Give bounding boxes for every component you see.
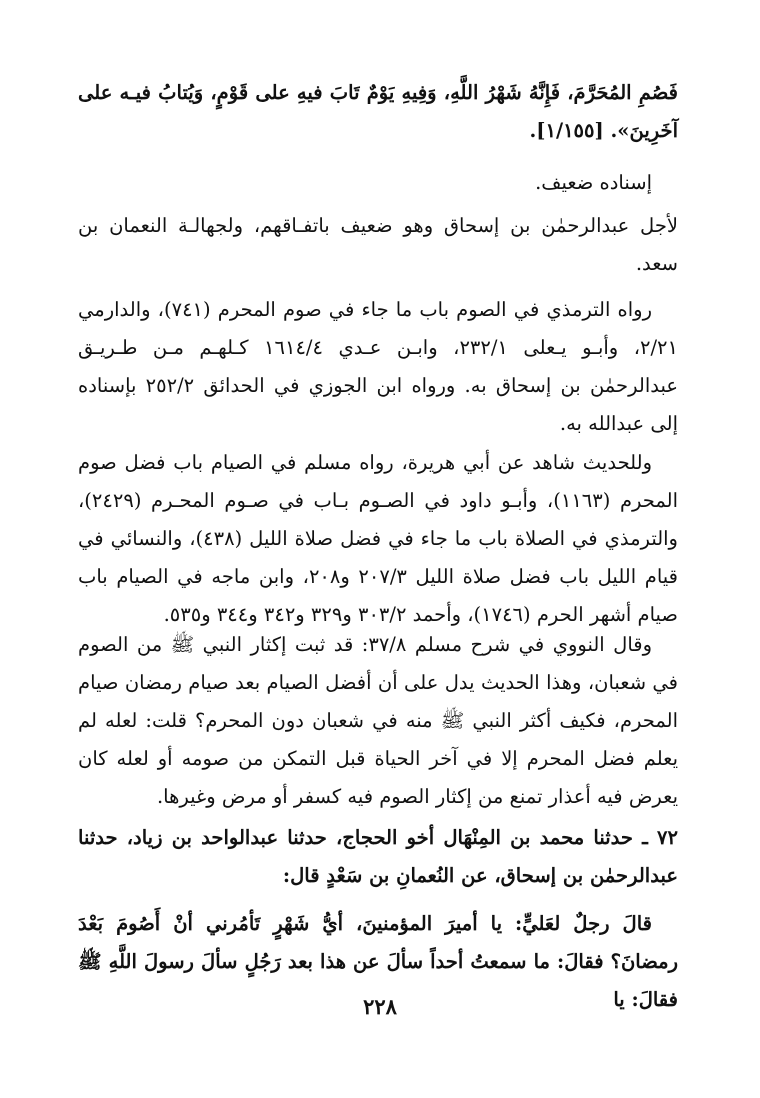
hadith-72-isnad: ٧٢ ـ حدثنا محمد بن المِنْهَال أخو الحجاج، حدثنا عبدالواحد بن زياد، حدثنا عبدالرحمٰن بن إسحاق، عن النُعمانِ بن سَعْدٍ قال: <box>78 826 678 887</box>
page-number: ٢٢٨ <box>363 994 397 1019</box>
takhrij-paragraph: رواه الترمذي في الصوم باب ما جاء في صوم المحرم (٧٤١)، والدارمي ٢/٢١، وأبـو يـعلى ٢٣٢/١، وابـن عـدي ١٦١٤/٤ كـلهـم مـن طـريـق عبدالرحمٰن بن إسحاق به. ورواه ابن الجوزي في الحدائق ٢٥٢/٢ بإسناده إلى عبدالله به. <box>78 298 678 435</box>
nawawi-commentary: وقال النووي في شرح مسلم ٣٧/٨: قد ثبت إكثار النبي ﷺ من الصوم في شعبان، وهذا الحديث يدل على أن أفضل الصيام بعد صيام رمضان صيام المحرم، فكيف أكثر النبي ﷺ منه في شعبان دون المحرم؟ قلت: لعله لم يعلم فضل المحرم إلا في آخر الحياة قبل التمكن من صومه أو لعله كان يعرض فيه أعذار تمنع من إكثار الصوم فيه كسفر أو مرض وغيرها. <box>78 633 678 808</box>
supporting-evidence-paragraph: وللحديث شاهد عن أبي هريرة، رواه مسلم في الصيام باب فضل صوم المحرم (١١٦٣)، وأبـو داود في الصـوم بـاب في صـوم المحـرم (٢٤٢٩)، والترمذي في الصلاة باب ما جاء في فضل صلاة الليل (٤٣٨)، والنسائي في قيام الليل باب فضل صلاة الليل ٢٠٧/٣ و٢٠٨، وابن ماجه في الصيام باب صيام أشهر الحرم (١٧٤٦)، وأحمد ٣٠٣/٢ و٣٢٩ و٣٤٢ و٣٤٤ و٥٣٥. <box>78 451 679 626</box>
hadith-text-continuation: فَصُمِ المُحَرَّمَ، فَإِنَّهُ شَهْرُ اللَّهِ، وَفِيهِ يَوْمٌ تَابَ فيهِ على قَوْمٍ، وَيُتابُ فيـه على آخَرِينَ». [١/١٥٥]. <box>78 81 678 142</box>
grading-reason: لأجل عبدالرحمٰن بن إسحاق وهو ضعيف باتفـاقهم، ولجهالـة النعمان بن سعد. <box>78 214 678 275</box>
isnad-grading: إسناده ضعيف. <box>535 171 652 194</box>
hadith-72-matn: قالَ رجلٌ لعَليٍّ: يا أميرَ المؤمنينَ، أيُّ شَهْرٍ تَأمُرني أنْ أَصُومَ بَعْدَ رمضانَ؟ فقالَ: ما سمعتُ أحداً سألَ عن هذا بعد رَجُلٍ سألَ رسولَ اللَّهِ ﷺ فقالَ: يا <box>78 912 678 1011</box>
